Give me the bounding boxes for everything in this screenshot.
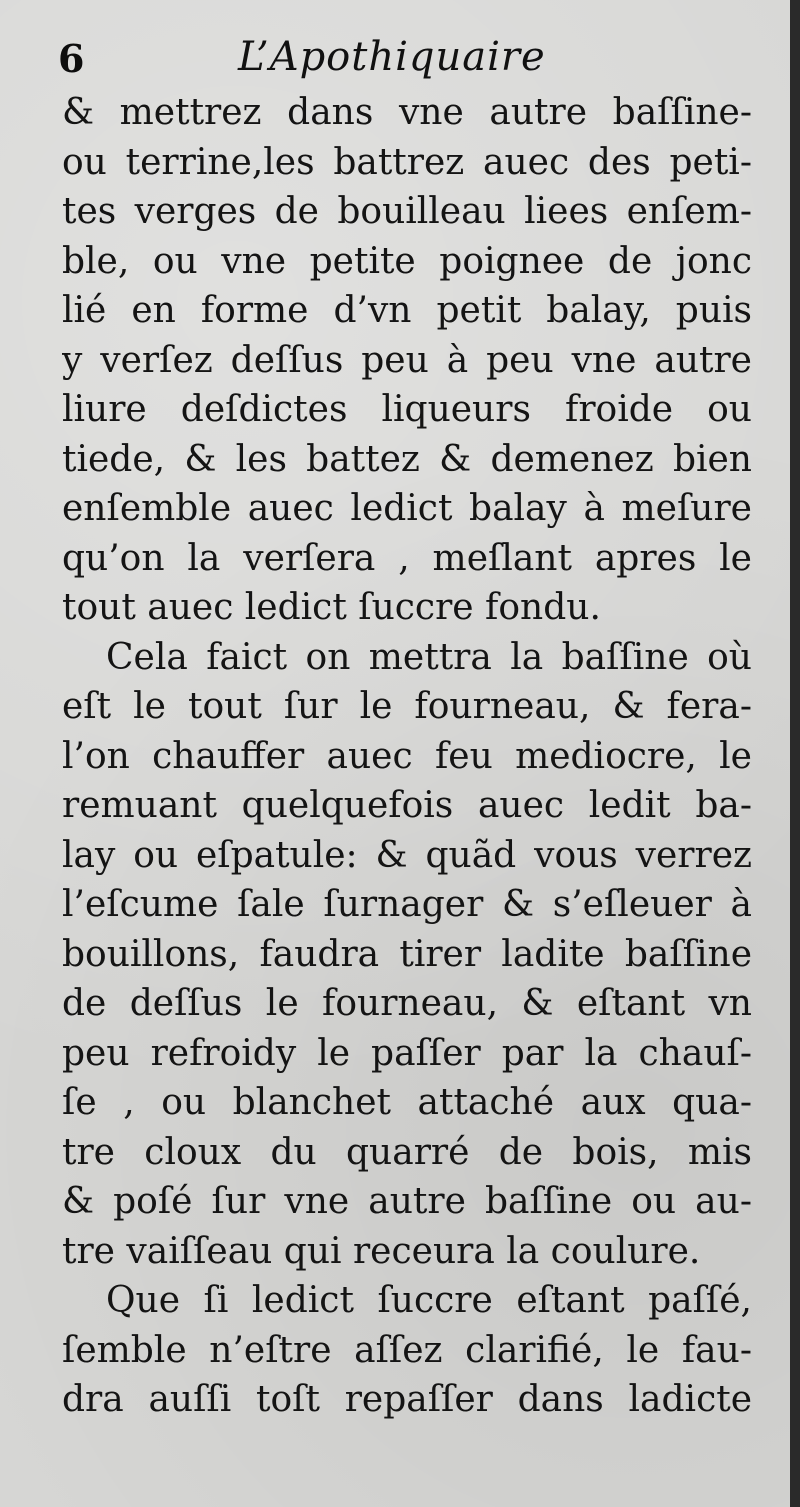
running-head: L’Apothiquaire [238,34,546,80]
text-line: tiede, & les battez & demenez bien [62,438,752,480]
text-line: dra auſſi toſt repaſſer dans ladicte [62,1379,752,1420]
text-line: peu refroidy le paſſer par la chauſ- [62,1032,752,1074]
text-line: ble, ou vne petite poignee de jonc [62,240,752,282]
text-line: de deſſus le fourneau, & eſtant vn [62,983,752,1024]
text-line: ſemble n’eſtre aſſez clarifié, le fau- [62,1329,752,1371]
text-line: l’on chauffer auec feu mediocre, le [62,735,752,777]
text-line: Cela faict on mettra la baſſine où [106,636,752,678]
text-line: remuant quelquefois auec ledit ba- [62,785,752,826]
page-number: 6 [58,36,85,81]
text-line: & mettrez dans vne autre baſſine- [62,92,752,133]
text-line: tes verges de bouilleau liees enſem- [62,191,752,232]
page-header [58,30,748,90]
text-line: qu’on la verſera , meſlant apres le [62,537,752,579]
text-line: lay ou eſpatule: & quãd vous verrez [62,834,752,876]
text-line: Que ſi ledict ſuccre eſtant paſſé, [106,1280,752,1321]
body-text [62,88,752,1425]
text-line: & poſé ſur vne autre baſſine ou au- [62,1181,752,1222]
text-line: ſe , ou blanchet attaché aux qua- [62,1082,752,1123]
text-line: l’eſcume ſale ſurnager & s’eſleuer à [62,884,752,925]
text-line: eſt le tout ſur le fourneau, & fera- [62,686,752,727]
page-edge-shadow [790,0,800,1507]
text-line: lié en forme d’vn petit balay, puis [62,290,752,331]
text-line: bouillons, faudra tirer ladite baſſine [62,933,752,975]
text-line: tre vaiſſeau qui receura la coulure. [62,1230,701,1272]
text-line: enſemble auec ledict balay à meſure [62,488,752,529]
text-line: ou terrine,les battrez auec des peti- [62,141,752,183]
text-line: liure deſdictes liqueurs froide ou [62,389,752,430]
text-line: tout auec ledict ſuccre fondu. [62,587,601,628]
text-line: tre cloux du quarré de bois, mis [62,1131,752,1173]
text-line: y verſez deſſus peu à peu vne autre [62,339,752,381]
